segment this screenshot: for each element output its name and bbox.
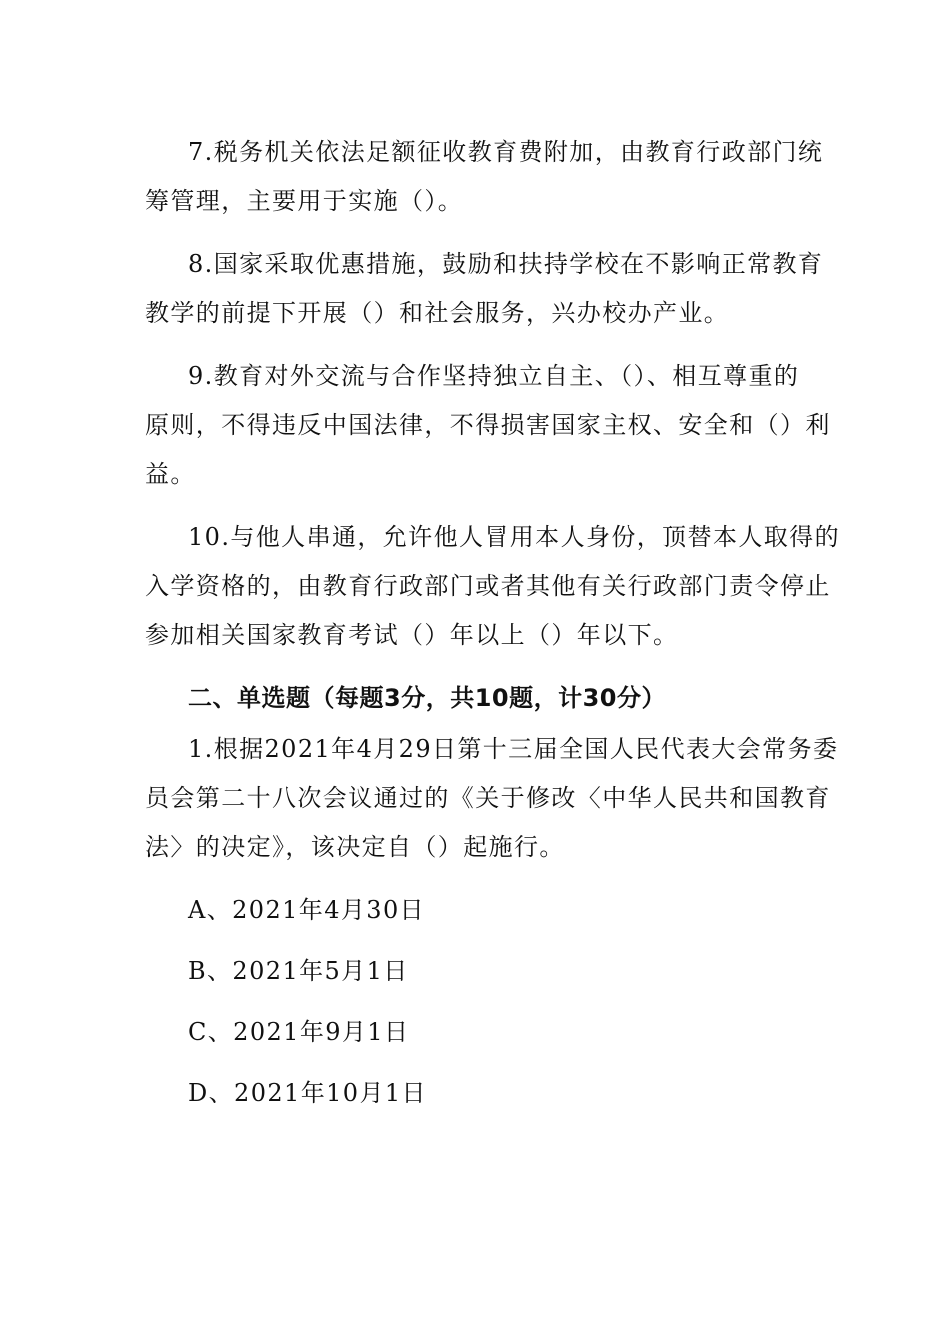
option-b: B、2021年5月1日 bbox=[188, 957, 409, 985]
question-7-line-2: 筹管理，主要用于实施（）。 bbox=[145, 187, 464, 215]
section-heading: 二、单选题（每题3分，共10题，计30分） bbox=[188, 684, 666, 712]
choice-question-1-line-1: 1.根据2021年4月29日第十三届全国人民代表大会常务委 bbox=[188, 735, 839, 763]
question-9-line-3: 益。 bbox=[145, 460, 196, 488]
choice-question-1-line-3: 法〉的决定》，该决定自（）起施行。 bbox=[145, 833, 565, 861]
question-7-line-1: 7.税务机关依法足额征收教育费附加，由教育行政部门统 bbox=[188, 138, 824, 166]
option-d: D、2021年10月1日 bbox=[188, 1079, 427, 1107]
question-10-line-1: 10.与他人串通，允许他人冒用本人身份，顶替本人取得的 bbox=[188, 523, 840, 551]
question-10-line-2: 入学资格的，由教育行政部门或者其他有关行政部门责令停止 bbox=[145, 572, 831, 600]
question-8-line-1: 8.国家采取优惠措施，鼓励和扶持学校在不影响正常教育 bbox=[188, 250, 824, 278]
option-a: A、2021年4月30日 bbox=[188, 896, 426, 924]
question-8-line-2: 教学的前提下开展（）和社会服务，兴办校办产业。 bbox=[145, 299, 730, 327]
question-10-line-3: 参加相关国家教育考试（）年以上（）年以下。 bbox=[145, 621, 679, 649]
question-9-line-1: 9.教育对外交流与合作坚持独立自主、（）、相互尊重的 bbox=[188, 362, 800, 390]
question-9-line-2: 原则，不得违反中国法律，不得损害国家主权、安全和（）利 bbox=[145, 411, 831, 439]
choice-question-1-line-2: 员会第二十八次会议通过的《关于修改〈中华人民共和国教育 bbox=[145, 784, 831, 812]
option-c: C、2021年9月1日 bbox=[188, 1018, 410, 1046]
